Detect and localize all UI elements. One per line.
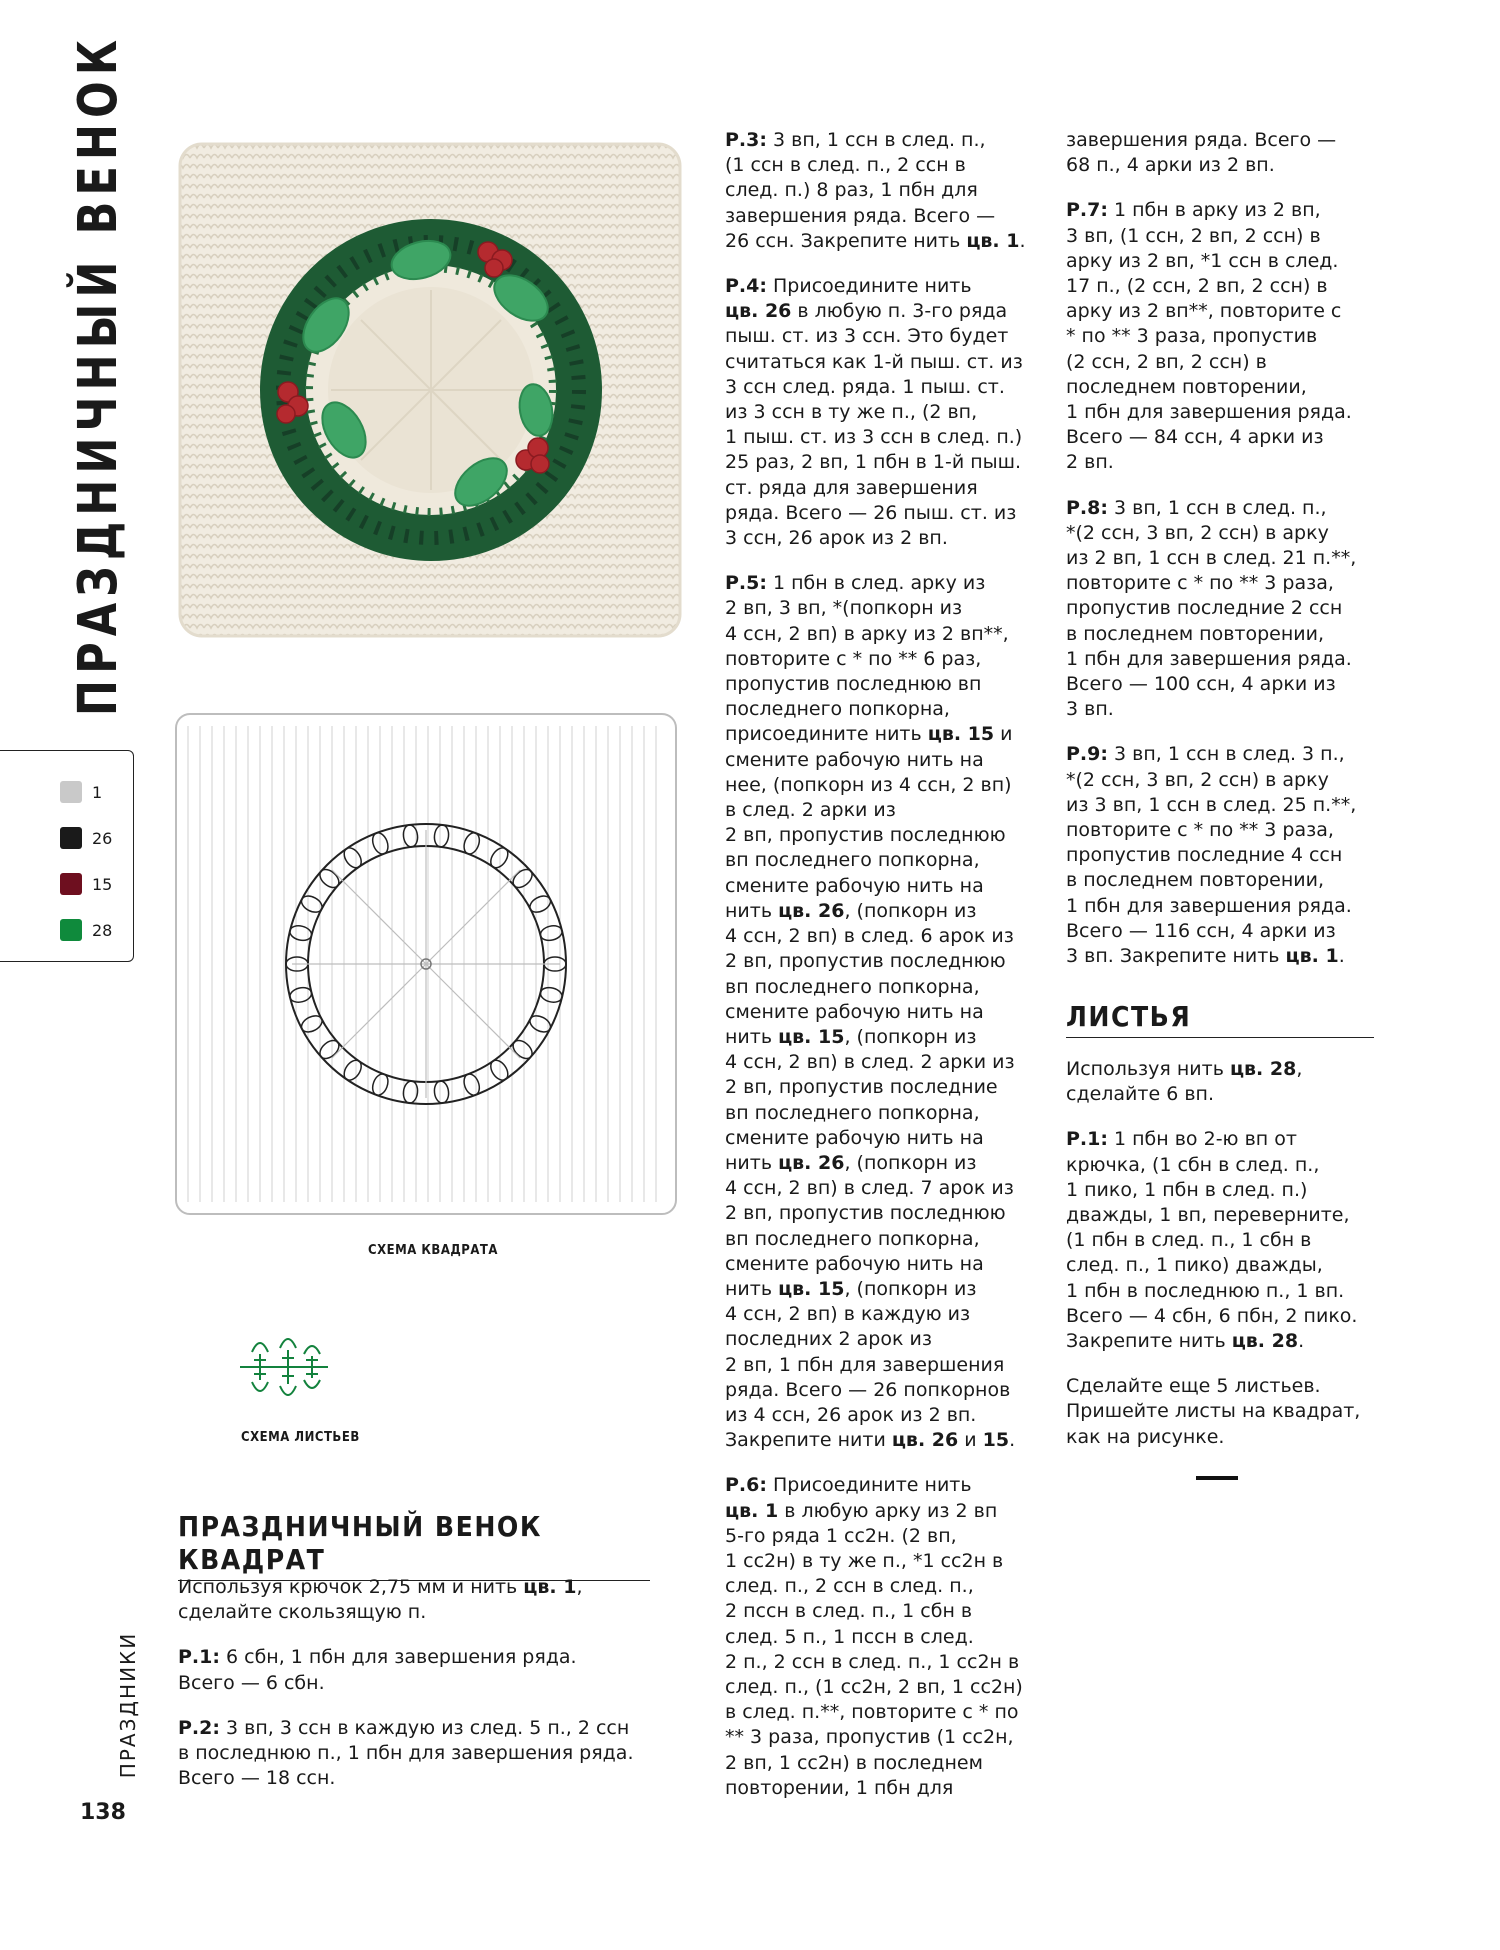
leaves-finish: Сделайте еще 5 листьев. Пришейте листы на квадрат, как на рисунке. <box>1066 1375 1361 1448</box>
end-dash <box>1196 1476 1238 1480</box>
legend-label: 26 <box>92 829 113 848</box>
row-6-continued: завершения ряда. Всего — 68 п., 4 арки из 2 вп. <box>1066 129 1337 177</box>
schema-caption: СХЕМА КВАДРАТА <box>368 1243 498 1258</box>
schema-popcorn <box>433 824 450 848</box>
leaves-title: ЛИСТЬЯ <box>1066 1000 1374 1038</box>
color-legend <box>0 750 134 962</box>
legend-swatch <box>60 919 82 941</box>
section-title: ПРАЗДНИЧНЫЙ ВЕНОК КВАДРАТ <box>178 1510 650 1581</box>
legend-swatch <box>60 827 82 849</box>
row-9: Р.9: 3 вп, 1 ссн в след. 3 п., *(2 ссн, 3 вп, 2 ссн) в арку из 3 вп, 1 ссн в след. 25 п.**, повторите с * по ** 3 раза, пропустив последние 4 ссн в последнем повторении, 1 пбн для завершения ряда. Всего — 116 ссн, 4 арки из 3 вп. Закрепите нить цв. 1. <box>1066 743 1357 968</box>
intro-paragraph: Используя крючок 2,75 мм и нить цв. 1, сделайте скользящую п. <box>178 1576 583 1624</box>
legend-label: 1 <box>92 783 103 802</box>
leaves-caption: СХЕМА ЛИСТЬЕВ <box>241 1430 360 1445</box>
row-2: Р.2: 3 вп, 3 ссн в каждую из след. 5 п., 2 ссн в последнюю п., 1 пбн для завершения ряда. Всего — 18 ссн. <box>178 1716 634 1790</box>
leaves-column <box>1066 1057 1386 1470</box>
schema-popcorn <box>510 866 536 891</box>
column-1 <box>178 1575 658 1811</box>
legend-label: 28 <box>92 921 113 940</box>
square-schema <box>172 710 680 1218</box>
schema-popcorn <box>510 1037 536 1062</box>
schema-popcorn <box>487 1057 511 1083</box>
row-5: Р.5: 1 пбн в след. арку из 2 вп, 3 вп, *(попкорн из 4 ссн, 2 вп) в арку из 2 вп**, повторите с * по ** 6 раз, пропустив последнюю вп последнего попкорна, присоедините нить цв. 15 и смените рабочую нить на нее, (попкорн из 4 ссн, 2 вп) в след. 2 арки из 2 вп, пропустив последнюю вп последнего попкорна, смените рабочую нить на нить цв. 26, (попкорн из 4 ссн, 2 вп) в след. 6 арок из 2 вп, пропустив последнюю вп последнего попкорна, смените рабочую нить на нить цв. 15, (попкорн из 4 ссн, 2 вп) в след. 2 арки из 2 вп, пропустив последние вп последнего попкорна, смените рабочую нить на нить цв. 26, (попкорн из 4 ссн, 2 вп) в след. 7 арок из 2 вп, пропустив последнюю вп последнего попкорна, смените рабочую нить на нить цв. 15, (попкорн из 4 ссн, 2 вп) в каждую из последних 2 арок из 2 вп, 1 пбн для завершения ряда. Всего — 26 попкорнов из 4 ссн, 26 арок из 2 вп. Закрепите нити цв. 26 и 15. <box>725 572 1016 1452</box>
column-2 <box>725 128 1045 1821</box>
row-8: Р.8: 3 вп, 1 ссн в след. п., *(2 ссн, 3 вп, 2 ссн) в арку из 2 вп, 1 ссн в след. 21 п.**, повторите с * по ** 3 раза, пропустив последние 2 ссн в последнем повторении, 1 пбн для завершения ряда. Всего — 100 ссн, 4 арки из 3 вп. <box>1066 496 1357 721</box>
wreath-square-photo <box>176 140 684 640</box>
legend-swatch <box>60 781 82 803</box>
row-6: Р.6: Присоедините нить цв. 1 в любую арку из 2 вп 5-го ряда 1 сс2н. (2 вп, 1 сс2н) в ту же п., *1 сс2н в след. п., 2 ссн в след. п., 2 пссн в след. п., 1 сбн в след. 5 п., 1 пссн в след. 2 п., 2 ссн в след. п., 1 сс2н в след. п., (1 сс2н, 2 вп, 1 сс2н) в след. п.**, повторите с * по ** 3 раза, пропустив (1 сс2н, 2 вп, 1 сс2н) в последнем повторении, 1 пбн для <box>725 1474 1023 1799</box>
page-number: 138 <box>80 1800 126 1825</box>
column-3 <box>1066 128 1386 989</box>
row-4: Р.4: Присоедините нить цв. 26 в любую п. 3-го ряда пыш. ст. из 3 ссн. Это будет считаться как 1-й пыш. ст. из 3 ссн след. ряда. 1 пыш. ст. из 3 ссн в ту же п., (2 вп, 1 пыш. ст. из 3 ссн в след. п.) 25 раз, 2 вп, 1 пбн в 1-й пыш. ст. ряда для завершения ряда. Всего — 26 пыш. ст. из 3 ссн, 26 арок из 2 вп. <box>725 275 1023 550</box>
row-3: Р.3: 3 вп, 1 ссн в след. п., (1 ссн в след. п., 2 ссн в след. п.) 8 раз, 1 пбн для завершения ряда. Всего — 26 ссн. Закрепите нить цв. 1. <box>725 129 1026 252</box>
section-side-label: ПРАЗДНИКИ <box>116 1631 140 1779</box>
leaves-row-1: Р.1: 1 пбн во 2-ю вп от крючка, (1 сбн в след. п., 1 пико, 1 пбн в след. п.) дважды, 1 вп, переверните, (1 пбн в след. п., 1 сбн в след. п., 1 пико) дважды, 1 пбн в последнюю п., 1 вп. Всего — 4 сбн, 6 пбн, 2 пико. Закрепите нить цв. 28. <box>1066 1128 1358 1353</box>
legend-swatch <box>60 873 82 895</box>
row-1: Р.1: 6 сбн, 1 пбн для завершения ряда. Всего — 6 сбн. <box>178 1646 577 1694</box>
legend-label: 15 <box>92 875 113 894</box>
page-title: ПРАЗДНИЧНЫЙ ВЕНОК <box>66 33 130 717</box>
leaves-intro: Используя нить цв. 28, сделайте 6 вп. <box>1066 1058 1303 1106</box>
schema-popcorn <box>433 1080 450 1104</box>
schema-popcorn <box>487 845 511 871</box>
row-7: Р.7: 1 пбн в арку из 2 вп, 3 вп, (1 ссн, 2 вп, 2 ссн) в арку из 2 вп, *1 ссн в след. 17 п., (2 ссн, 2 вп, 2 ссн) в арку из 2 вп**, повторите с * по ** 3 раза, пропустив (2 ссн, 2 вп, 2 ссн) в последнем повторении, 1 пбн для завершения ряда. Всего — 84 ссн, 4 арки из 2 вп. <box>1066 199 1352 474</box>
leaves-schema <box>234 1322 334 1412</box>
